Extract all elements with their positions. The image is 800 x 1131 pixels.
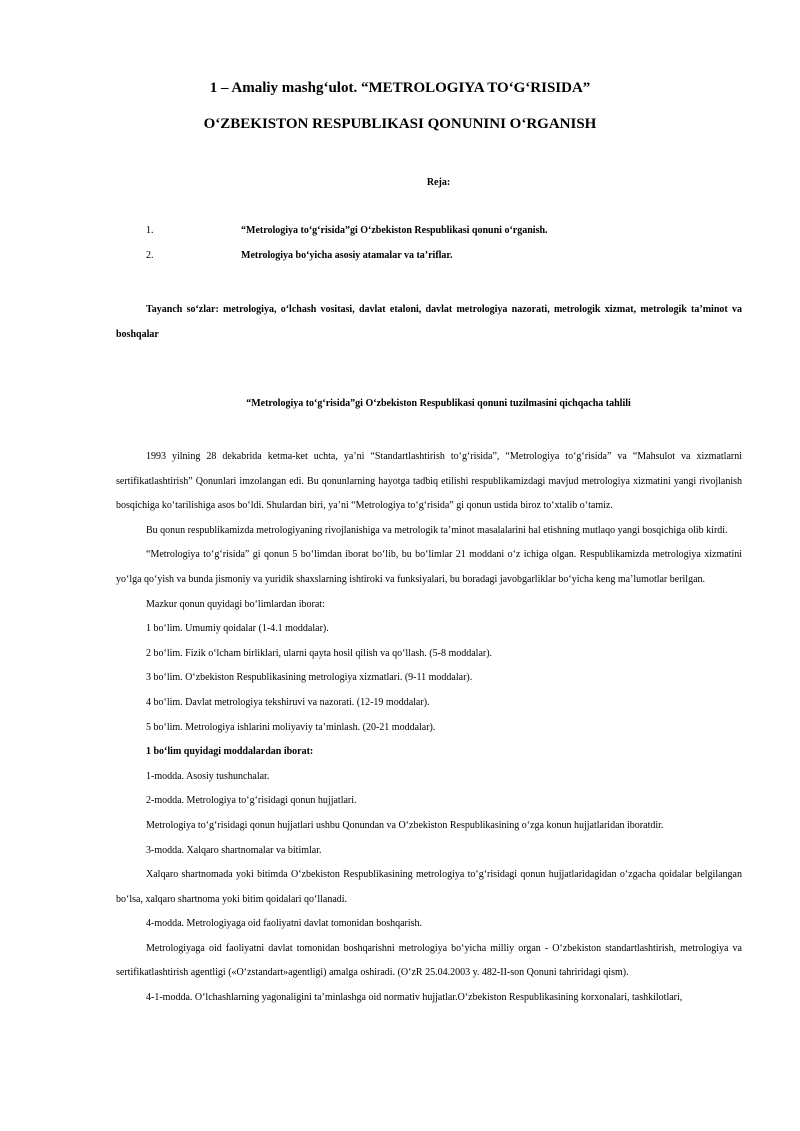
section-list-item: 2 bo‘lim. Fizik o‘lcham birliklari, ularni qayta hosil qilish va qo‘llash. (5-8 moddalar). [146,647,493,659]
article-heading: 2-modda. Metrologiya to‘g‘risidagi qonun hujjatlari. [146,795,357,807]
body-paragraph: 1993 yilning 28 dekabrida ketma-ket uchta, ya’ni “Standartlashtirish to‘g‘risida”, “Metrologiya to‘g‘risida” va “Mahsulot va xizmatlarni sertifikatlashtirish” Qonunlari imzolangan edi. Bu qonunlarning hayotga tadbiq etilishi respublikamizdagi mavjud metrologiya xizmatini yangi rivojlanish bosqichiga ko‘tarilishiga asos bo‘ldi. Shulardan biri, ya’ni “Metrologiya to‘g‘risida” gi qonun ustida biroz to‘xtalib o‘tamiz. [116,451,742,512]
body-paragraph: Metrologiyaga oid faoliyatni davlat tomonidan boshqarishni metrologiya bo‘yicha milliy organ - O‘zbekiston standartlashtirish, metrologiya va sertifikatlashtirish agentligi («O‘zstandart»agentligi) amalga oshiradi. (O‘zR 25.04.2003 y. 482-II-son Qonuni tahriridagi qism). [116,942,742,979]
body-paragraph: “Metrologiya to‘g‘risida” gi qonun 5 bo‘limdan iborat bo‘lib, bu bo‘limlar 21 moddani o‘z ichiga olgan. Respublikamizda metrologiya xizmatini yo‘lga qo‘yish va bunda jismoniy va yuridik shaxslarning ishtiroki va funksiyalari, bu boradagi javobgarliklar bo‘yicha keng ma’lumotlar berilgan. [116,549,742,585]
body-paragraph: Xalqaro shartnomada yoki bitimda O‘zbekiston Respublikasining metrologiya to‘g‘risidagi qonun hujjatlaridagidan o‘zgacha qoidalar belgilangan bo‘lsa, xalqaro shartnoma yoki bitim qoidalari qo‘llanadi. [116,869,742,905]
plan-item [0,224,800,238]
section-list-item: 4 bo‘lim. Davlat metrologiya tekshiruvi va nazorati. (12-19 moddalar). [146,696,430,708]
body-paragraph: Mazkur qonun quyidagi bo‘limlardan iborat: [146,598,325,610]
article-heading: 3-modda. Xalqaro shartnomalar va bitimlar. [146,844,322,856]
article-heading: 1-modda. Asosiy tushunchalar. [146,770,270,782]
plan-item-number: 1. [146,225,154,236]
subsection-heading: 1 bo‘lim quyidagi moddalardan iborat: [146,746,314,758]
article-heading: 4-modda. Metrologiyaga oid faoliyatni davlat tomonidan boshqarish. [146,918,423,930]
keywords-paragraph [116,297,742,347]
body-paragraph: Bu qonun respublikamizda metrologiyaning rivojlanishiga va metrologik ta’minot masalalarini hal etishning mutlaqo yangi bosqichiga olib kirdi. [146,524,728,536]
article-heading: 4-1-modda. O‘lchashlarning yagonaligini ta’minlashga oid normativ hujjatlar.O‘zbekiston Respublikasining korxonalari, tashkilotlari, [146,992,683,1004]
body-paragraph: Metrologiya to‘g‘risidagi qonun hujjatlari ushbu Qonundan va O‘zbekiston Respublikasining o‘zga konun hujjatlaridan iboratdir. [146,819,664,831]
plan-item-text: Metrologiya bo‘yicha asosiy atamalar va ta’riflar. [241,250,453,261]
section-list-item: 1 bo‘lim. Umumiy qoidalar (1-4.1 moddalar). [146,623,329,635]
keywords-label: Tayanch so‘zlar [146,304,216,315]
plan-item-text: “Metrologiya to‘g‘risida”gi O‘zbekiston Respublikasi qonuni o‘rganish. [241,225,548,236]
section-title: “Metrologiya to‘g‘risida”gi O‘zbekiston Respublikasi qonuni tuzilmasini qichqacha tahlili [246,398,631,409]
keywords-text: : metrologiya, o‘lchash vositasi, davlat etaloni, davlat metrologiya nazorati, metrologik xizmat, metrologik ta’minot va boshqalar [116,304,742,340]
section-list-item: 5 bo‘lim. Metrologiya ishlarini moliyaviy ta’minlash. (20-21 moddalar). [146,721,436,733]
document-body [116,445,742,1011]
document-title-line2: O‘ZBEKISTON RESPUBLIKASI QONUNINI O‘RGANISH [203,116,597,132]
section-list-item: 3 bo‘lim. O‘zbekiston Respublikasining metrologiya xizmatlari. (9-11 moddalar). [146,672,473,684]
plan-item-number: 2. [146,250,154,261]
plan-item [0,249,800,263]
document-title-line1: 1 – Amaliy mashg‘ulot. “METROLOGIYA TO‘G‘RISIDA” [209,80,591,96]
plan-heading: Reja: [426,177,451,188]
